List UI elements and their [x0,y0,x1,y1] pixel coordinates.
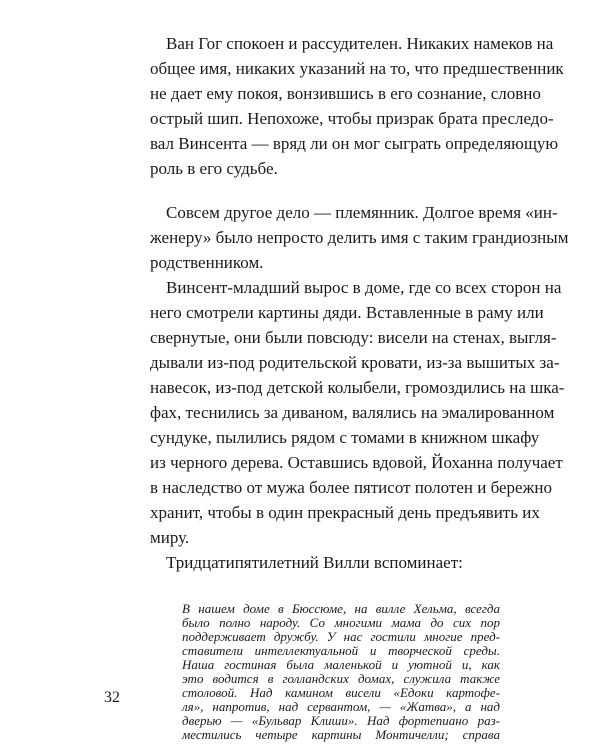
text-line: Совсем другое дело — племянник. Долгое время «ин- [166,203,558,222]
text-line: Тридцатипятилетний Вилли вспоминает: [166,553,463,572]
text-line: вал Винсента — вряд ли он мог сыграть определяющую [150,134,559,153]
text-line: в наследство от мужа более пятисот полотен и бережно [150,478,552,497]
quote-line: столовой. Над камином висели «Едоки картофе- [182,685,500,700]
text-line: фах, теснились за диваном, валялись на эмалированном [150,403,555,422]
page-number: 32 [104,689,120,706]
text-line: из черного дерева. Оставшись вдовой, Йоханна получает [150,453,563,472]
quote-line: Наша гостиная была маленькой и уютной и, как [182,657,500,672]
text-line: миру. [150,528,190,547]
text-line: хранит, чтобы в один прекрасный день предъявить их [150,503,540,522]
text-line: свернутые, они были повсюду: висели на стенах, выгля- [150,328,557,347]
quote-line: это водится в голландских домах, служила также [182,671,500,686]
quote-line: поддерживает дружбу. У нас гостили многие пред- [182,629,500,644]
quote-line: местились четыре картины Монтичелли; справа [182,727,500,742]
text-line: Винсент-младший вырос в доме, где со всех сторон на [166,278,562,297]
text-line: навесок, из-под детской колыбели, громоздились на шка- [150,378,565,397]
quote-line: ставители интеллектуальной и творческой среды. [182,643,500,658]
text-line: женеру» было непросто делить имя с таким грандиозным [150,228,569,247]
text-line: него смотрели картины дяди. Вставленные в раму или [150,303,544,322]
text-line: Ван Гог спокоен и рассудителен. Никаких намеков на [166,34,554,53]
text-line: не дает ему покоя, вонзившись в его сознание, словно [150,84,541,103]
quote-line: В нашем доме в Бюссюме, на вилле Хельма, всегда [182,601,500,616]
text-line: роль в его судьбе. [150,159,278,178]
text-line: родственником. [150,253,264,272]
text-line: дывали из-под родительской кровати, из-за вышитых за- [150,353,560,372]
text-line: сундуке, пылились рядом с томами в книжном шкафу [150,428,540,447]
quote-line: дверью — «Бульвар Клиши». Над фортепиано раз- [182,713,500,728]
quote-line: было полно народу. Со многими мама до сих пор [182,615,500,630]
quote-line: ля», напротив, над сервантом, — «Жатва», а над [182,699,500,714]
text-line: общее имя, никаких указаний на то, что предшественник [150,59,564,78]
text-line: острый шип. Непохоже, чтобы призрак брата преследо- [150,109,554,128]
